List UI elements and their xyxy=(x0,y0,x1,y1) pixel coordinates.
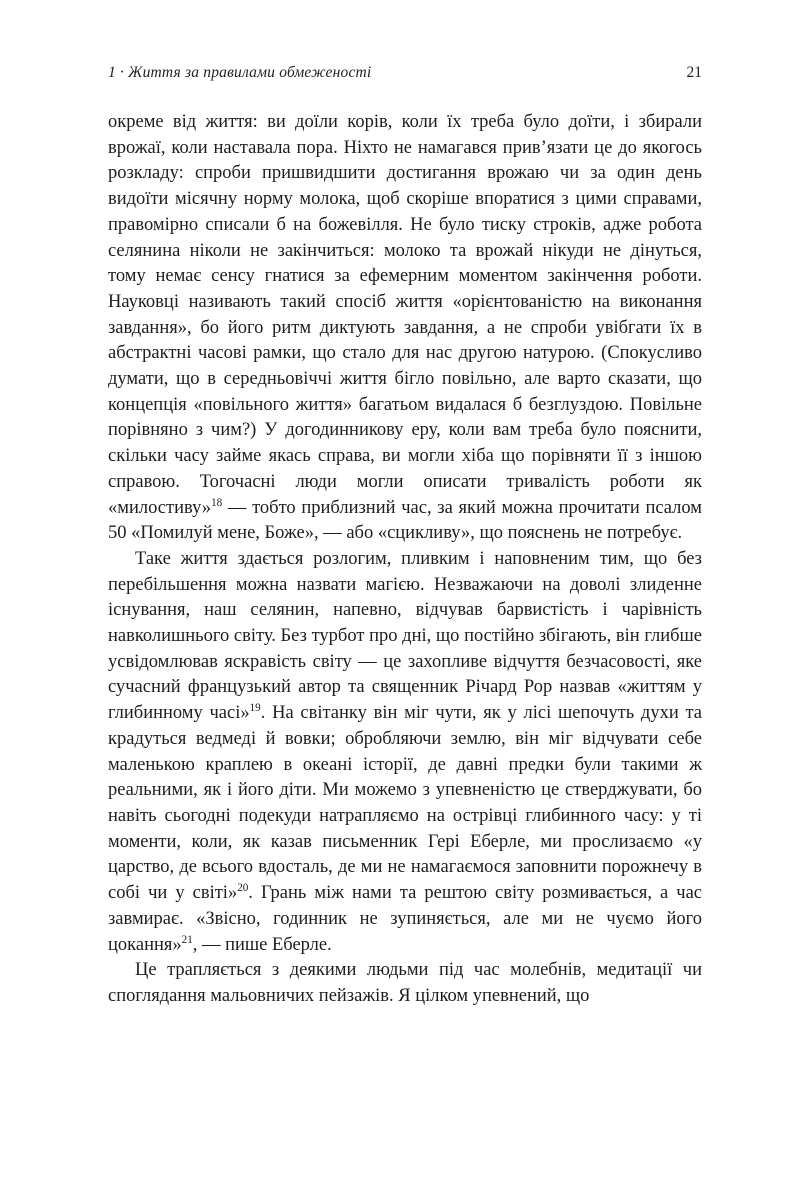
footnote-ref: 19 xyxy=(249,702,261,715)
paragraph: окреме від життя: ви доїли корів, коли їх треба було доїти, і збирали врожаї, коли наставала пора. Ніхто не намагався прив’язати це до якогось розкладу: спроби пришвидшити достигання врожаю чи за один день видоїти місячну норму молока, щоб скоріше впоратися з цими справами, правомірно списали б на божевілля. Не було тиску строків, адже робота селянина ніколи не закінчиться: молоко та врожай нікуди не дінуться, тому немає сенсу гнатися за ефемерним моментом закінчення роботи. Науковці називають такий спосіб життя «орієнтованістю на виконання завдання», бо його ритм диктують завдання, а не спроби увібгати їх в абстрактні часові рамки, що стало для нас другою натурою. (Спокусливо думати, що в середньовіччі життя бігло повільно, але варто сказати, що концепція «повільного життя» багатьом видалася б безглуздою. Повільне порівняно з чим?) У догодинникову еру, коли вам треба було пояснити, скільки часу займе якась справа, ви могли хіба що порівняти її з іншою справою. Тогочасні люди могли описати тривалість роботи як «милостиву»$^{18}$ — тобто приблизний час, за який можна прочитати псалом 50 «Помилуй мене, Боже», — або «сцикливу», що пояснень не потребує. xyxy=(108,112,702,544)
footnote-ref: 18 xyxy=(211,496,223,509)
running-head xyxy=(108,64,702,82)
page-number: 21 xyxy=(686,64,702,81)
paragraph: Це трапляється з деякими людьми під час молебнів, медитації чи споглядання мальовничих пейзажів. Я цілком упевнений, що xyxy=(108,960,702,1006)
body-text xyxy=(108,110,702,1010)
paragraph: Таке життя здається розлогим, пливким і наповненим тим, що без перебільшення можна назвати магією. Незважаючи на доволі злиденне існування, наш селянин, напевно, відчував барвистість і чарівність навколишнього світу. Без турбот про дні, що постійно збігають, він глибше усвідомлював яскравість світу — це захопливе відчуття безчасовості, яке сучасний французький автор та священник Річард Рор назвав «життям у глибинному часі»$^{19}$. На світанку він міг чути, як у лісі шепочуть духи та крадуться ведмеді й вовки; обробляючи землю, він міг відчувати себе маленькою краплею в океані історії, де давні предки були такими ж реальними, як і його діти. Ми можемо з упевненістю це стверджувати, бо навіть сьогодні подекуди натрапляємо на острівці глибинного часу: у ті моменти, коли, як казав письменник Гері Еберле, ми прослизаємо «у царство, де всього вдосталь, де ми не намагаємося заповнити порожнечу в собі чи у світі»$^{20}$. Грань між нами та рештою світу розмивається, а час завмирає. «Звісно, годинник не зупиняється, але ми не чуємо його цокання»$^{21}$, — пише Еберле. xyxy=(108,548,702,955)
chapter-title: 1 · Життя за правилами обмеженості xyxy=(108,64,372,81)
footnote-ref: 20 xyxy=(237,881,249,894)
footnote-ref: 21 xyxy=(181,933,193,946)
